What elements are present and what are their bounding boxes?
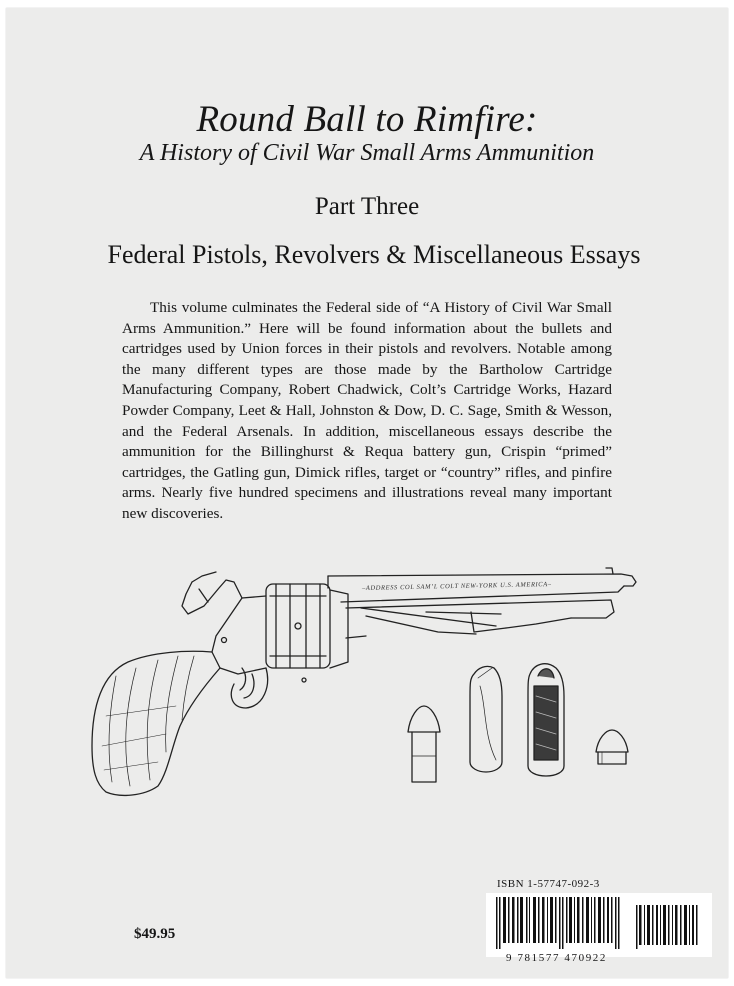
book-back-cover (6, 8, 728, 978)
price: $49.95 (134, 926, 176, 942)
isbn-number: ISBN 1-57747-092-3 (497, 878, 600, 890)
barcode-number: 9 781577 470922 (506, 952, 607, 964)
cartridge-illustrations (408, 664, 628, 782)
barrel-engraving: –ADDRESS COL SAM’L COLT NEW-YORK U.S. AMERICA– (361, 581, 552, 592)
part-title: Federal Pistols, Revolvers & Miscellaneous Essays (107, 240, 641, 269)
part-label: Part Three (314, 193, 420, 220)
book-subtitle: A History of Civil War Small Arms Ammunition (139, 140, 595, 166)
description-paragraph: This volume culminates the Federal side of “A History of Civil War Small Arms Ammunition.” Here will be found information about the bullets and cartridges used by Union forces in their pistols and revolvers. Notable among the many different types are those made by the Bartholow Cartridge Manufacturing Company, Robert Chadwick, Colt’s Cartridge Works, Hazard Powder Company, Leet & Hall, Johnston & Dow, D. C. Sage, Smith & Wesson, and the Federal Arsenals. In addition, miscellaneous essays describe the ammunition for the Billinghurst & Requa battery gun, Crispin “primed” cartridges, the Gatling gun, Dimick rifles, target or “country” rifles, and pinfire arms. Nearly five hundred specimens and illustrations reveal many important new discoveries. (122, 299, 612, 522)
barcode-icon (486, 893, 712, 957)
revolver-and-cartridges-illustration (66, 556, 676, 806)
book-title: Round Ball to Rimfire: (196, 99, 538, 140)
revolver-icon (92, 568, 636, 795)
